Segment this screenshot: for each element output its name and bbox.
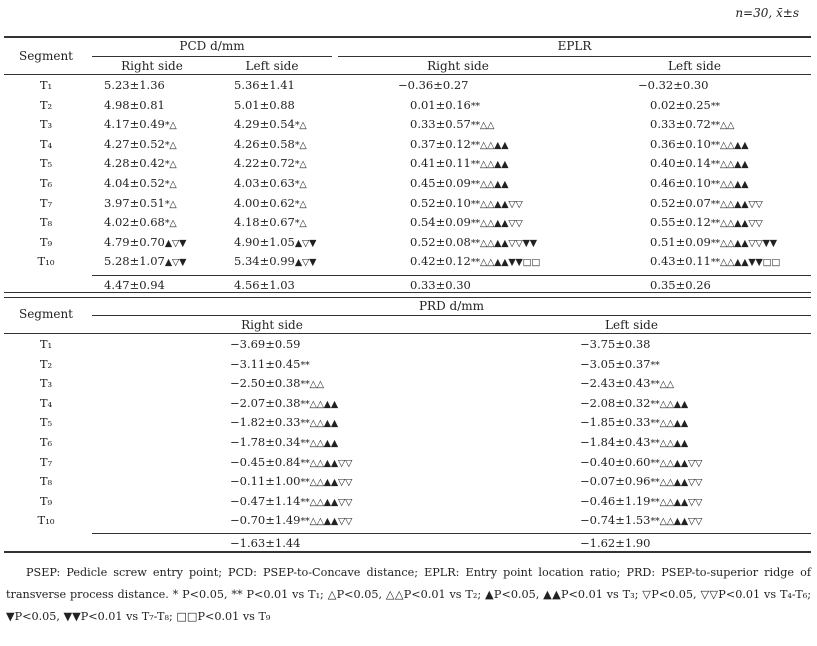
segment-label: T₅ bbox=[39, 415, 53, 430]
pcd-left-header: Left side bbox=[245, 59, 299, 73]
pcd-left-cell bbox=[234, 175, 307, 193]
eplr-right-cell-significance: **△△▲▲ bbox=[470, 159, 509, 171]
pcd-right-cell-value: 4.02±0.68 bbox=[104, 215, 165, 230]
segment-label: T₇ bbox=[39, 454, 53, 469]
table1-segment-header: Segment bbox=[18, 49, 74, 63]
prd-left-cell-value: −0.74±1.53 bbox=[580, 513, 651, 528]
prd-header-rule bbox=[92, 315, 811, 316]
eplr-left-cell-significance: **△△ bbox=[710, 120, 735, 132]
pcd-right-cell bbox=[104, 136, 177, 154]
eplr-right-cell bbox=[410, 116, 494, 134]
eplr-left-cell-value: 0.40±0.14 bbox=[650, 156, 711, 171]
eplr-right-cell-value: 0.52±0.08 bbox=[410, 234, 471, 249]
pcd-left-cell-value: 4.29±0.54 bbox=[234, 117, 295, 132]
prd-left-cell-significance: **△△ bbox=[650, 379, 674, 391]
pcd-right-cell-value: 4.27±0.52 bbox=[104, 136, 165, 151]
segment-label: T₆ bbox=[39, 435, 53, 449]
eplr-right-cell-significance: **△△ bbox=[470, 120, 495, 132]
prd-left-cell-value: −2.43±0.43 bbox=[580, 376, 651, 391]
eplr-right-cell-significance: **△△▲▲▽▽ bbox=[470, 198, 523, 210]
prd-left-cell-significance: **△△▲▲▽▽ bbox=[650, 477, 703, 489]
prd-right-cell bbox=[230, 336, 300, 354]
pcd-left-cell-significance: ▲▽▼ bbox=[294, 237, 317, 249]
eplr-right-header: Right side bbox=[427, 59, 489, 73]
eplr-right-cell-value: −0.36±0.27 bbox=[398, 78, 469, 92]
eplr-right-cell-significance: **△△▲▲ bbox=[470, 139, 509, 151]
prd-right-cell-value: −2.50±0.38 bbox=[230, 376, 301, 391]
pcd-right-cell-value: 4.28±0.42 bbox=[104, 156, 165, 171]
eplr-right-cell-value: 0.41±0.11 bbox=[410, 156, 471, 171]
eplr-right-cell bbox=[410, 97, 480, 115]
prd-right-cell bbox=[230, 512, 352, 530]
prd-left-cell-value: −0.46±1.19 bbox=[580, 493, 651, 508]
prd-left-cell bbox=[580, 414, 688, 432]
segment-label: T₁ bbox=[39, 78, 53, 92]
eplr-left-cell bbox=[650, 136, 748, 154]
prd-right-cell bbox=[230, 395, 338, 413]
pcd-left-cell-significance: ▲▽▼ bbox=[294, 257, 317, 269]
eplr-left-cell-value: 0.33±0.72 bbox=[650, 117, 711, 132]
pcd-right-cell bbox=[104, 195, 177, 213]
pcd-right-cell-significance: *△ bbox=[164, 179, 177, 190]
segment-label: T₃ bbox=[39, 117, 53, 132]
eplr-right-total: 0.33±0.30 bbox=[410, 278, 471, 292]
eplr-left-cell-significance: **△△▲▲▼▼□□ bbox=[710, 257, 781, 269]
segment-label: T₃ bbox=[39, 376, 53, 391]
table1-header-rule bbox=[4, 74, 811, 75]
prd-left-cell-significance: **△△▲▲▽▽ bbox=[650, 516, 703, 528]
segment-label: T₈ bbox=[39, 474, 53, 489]
pcd-right-cell-value: 4.04±0.52 bbox=[104, 176, 165, 190]
eplr-right-cell bbox=[410, 175, 508, 193]
prd-left-cell-value: −1.84±0.43 bbox=[580, 435, 651, 449]
prd-left-header: Left side bbox=[605, 318, 658, 332]
eplr-left-cell-significance: **△△▲▲ bbox=[710, 179, 749, 190]
prd-right-cell-value: −0.47±1.14 bbox=[230, 493, 301, 508]
prd-right-cell-significance: **△△▲▲ bbox=[300, 438, 339, 449]
eplr-right-cell-value: 0.33±0.57 bbox=[410, 117, 471, 132]
pcd-right-cell bbox=[104, 234, 186, 252]
pcd-left-cell-significance: *△ bbox=[294, 179, 307, 190]
stat-label: n=30, x̄±s bbox=[735, 6, 799, 20]
pcd-left-cell-value: 4.90±1.05 bbox=[234, 234, 295, 249]
prd-left-cell-value: −0.40±0.60 bbox=[580, 454, 651, 469]
eplr-left-cell-value: 0.46±0.10 bbox=[650, 176, 711, 190]
pcd-left-cell bbox=[234, 136, 307, 154]
eplr-right-cell bbox=[410, 195, 523, 213]
prd-right-cell-significance: **△△▲▲▽▽ bbox=[300, 477, 353, 489]
pcd-right-cell bbox=[104, 116, 177, 134]
prd-left-cell-value: −0.07±0.96 bbox=[580, 474, 651, 489]
pcd-right-total: 4.47±0.94 bbox=[104, 278, 165, 292]
pcd-left-cell-significance: *△ bbox=[294, 120, 307, 132]
pcd-left-cell bbox=[234, 116, 307, 134]
prd-left-cell bbox=[580, 512, 702, 530]
pcd-right-header: Right side bbox=[121, 59, 183, 73]
prd-header: PRD d/mm bbox=[418, 299, 485, 313]
pcd-left-cell bbox=[234, 97, 295, 115]
prd-left-cell bbox=[580, 454, 702, 472]
eplr-left-cell-value: 0.51±0.09 bbox=[650, 234, 711, 249]
prd-left-cell-significance: **△△▲▲▽▽ bbox=[650, 496, 703, 508]
prd-left-cell-value: −1.85±0.33 bbox=[580, 415, 651, 430]
segment-label: T₉ bbox=[39, 234, 53, 249]
pcd-left-cell-significance: *△ bbox=[294, 198, 307, 210]
prd-right-cell-significance: **△△▲▲▽▽ bbox=[300, 516, 353, 528]
prd-right-cell-value: −1.82±0.33 bbox=[230, 415, 301, 430]
eplr-right-cell-value: 0.45±0.09 bbox=[410, 176, 471, 190]
prd-left-cell bbox=[580, 356, 660, 374]
eplr-right-cell-significance: **△△▲▲▽▽ bbox=[470, 218, 523, 230]
eplr-left-cell bbox=[650, 155, 748, 173]
prd-left-cell bbox=[580, 473, 702, 491]
eplr-right-cell-significance: **△△▲▲▽▽▼▼ bbox=[470, 237, 537, 249]
prd-left-cell-significance: **△△▲▲ bbox=[650, 418, 689, 430]
pcd-right-cell-value: 3.97±0.51 bbox=[104, 195, 165, 210]
pcd-header: PCD d/mm bbox=[179, 39, 245, 53]
eplr-left-header: Left side bbox=[668, 59, 721, 73]
eplr-right-cell-significance: ** bbox=[470, 100, 480, 112]
table2-total-rule bbox=[92, 533, 811, 534]
pcd-right-cell bbox=[104, 175, 177, 193]
segment-label: T₆ bbox=[39, 176, 53, 190]
segment-label: T₁₀ bbox=[37, 254, 55, 269]
pcd-right-cell bbox=[104, 77, 165, 95]
eplr-left-cell bbox=[638, 77, 708, 95]
pcd-right-cell-significance: *△ bbox=[164, 120, 177, 132]
eplr-right-cell bbox=[410, 136, 508, 154]
prd-right-cell bbox=[230, 473, 352, 491]
prd-right-cell-value: −0.70±1.49 bbox=[230, 513, 301, 528]
eplr-left-cell bbox=[650, 175, 748, 193]
eplr-left-cell bbox=[650, 253, 780, 271]
eplr-left-cell-value: 0.02±0.25 bbox=[650, 97, 711, 112]
pcd-left-cell-significance: *△ bbox=[294, 139, 307, 151]
eplr-right-cell-significance: **△△▲▲ bbox=[470, 179, 509, 190]
pcd-left-cell-value: 4.26±0.58 bbox=[234, 136, 295, 151]
prd-right-cell-value: −2.07±0.38 bbox=[230, 395, 301, 410]
pcd-left-cell-significance: *△ bbox=[294, 218, 307, 230]
prd-right-cell-significance: **△△ bbox=[300, 379, 324, 391]
segment-label: T₂ bbox=[39, 97, 53, 112]
prd-right-cell-significance: ** bbox=[300, 359, 310, 371]
prd-left-cell bbox=[580, 336, 650, 354]
segment-label: T₁ bbox=[39, 337, 53, 351]
pcd-left-cell-value: 4.18±0.67 bbox=[234, 215, 295, 230]
eplr-left-cell-value: 0.43±0.11 bbox=[650, 254, 711, 269]
eplr-left-cell-significance: **△△▲▲▽▽ bbox=[710, 218, 763, 230]
prd-left-total: −1.62±1.90 bbox=[580, 536, 651, 550]
eplr-right-cell bbox=[410, 214, 523, 232]
table2-bottom-rule bbox=[4, 551, 811, 553]
prd-right-cell-value: −0.45±0.84 bbox=[230, 454, 301, 469]
pcd-right-cell-value: 5.23±1.36 bbox=[104, 78, 165, 92]
eplr-right-cell-value: 0.54±0.09 bbox=[410, 215, 471, 230]
eplr-left-cell-significance: **△△▲▲ bbox=[710, 159, 749, 171]
eplr-right-cell bbox=[410, 253, 540, 271]
prd-right-header: Right side bbox=[241, 318, 303, 332]
segment-label: T₁₀ bbox=[37, 513, 55, 528]
pcd-left-cell-value: 5.01±0.88 bbox=[234, 97, 295, 112]
segment-label: T₄ bbox=[39, 136, 53, 151]
table2-segment-header: Segment bbox=[18, 307, 74, 321]
eplr-left-cell-value: 0.36±0.10 bbox=[650, 136, 711, 151]
segment-label: T₇ bbox=[39, 195, 53, 210]
eplr-header: EPLR bbox=[557, 39, 592, 53]
pcd-right-cell-value: 5.28±1.07 bbox=[104, 254, 165, 269]
segment-label: T₂ bbox=[39, 356, 53, 371]
pcd-right-cell-value: 4.98±0.81 bbox=[104, 97, 165, 112]
pcd-left-cell bbox=[234, 195, 307, 213]
pcd-right-cell bbox=[104, 97, 165, 115]
eplr-left-cell bbox=[650, 214, 763, 232]
prd-left-cell-significance: **△△▲▲ bbox=[650, 398, 689, 410]
table1-total-rule bbox=[92, 275, 811, 276]
pcd-right-cell-significance: *△ bbox=[164, 198, 177, 210]
eplr-right-cell-value: 0.42±0.12 bbox=[410, 254, 471, 269]
pcd-left-cell-value: 4.00±0.62 bbox=[234, 195, 295, 210]
pcd-header-rule bbox=[92, 56, 332, 57]
prd-right-cell-significance: **△△▲▲ bbox=[300, 398, 339, 410]
segment-label: T₈ bbox=[39, 215, 53, 230]
pcd-right-cell bbox=[104, 214, 177, 232]
segment-label: T₄ bbox=[39, 395, 53, 410]
pcd-left-cell bbox=[234, 155, 307, 173]
prd-right-cell-significance: **△△▲▲▽▽ bbox=[300, 457, 353, 469]
eplr-left-cell bbox=[650, 234, 777, 252]
footnote: PSEP: Pedicle screw entry point; PCD: PSEP-to-Concave distance; EPLR: Entry point location ratio; PRD: PSEP-to-superior ridge of transverse process distance. * P<0.05, ** P<0.01 vs T₁; △P<0.05, △△P<0.01 vs T₂; ▲P<0.05, ▲▲P<0.01 vs T₃; ▽P<0.05, ▽▽P<0.01 vs T₄-T₆; ▼P<0.05, ▼▼P<0.01 vs T₇-T₈; □□P<0.01 vs T₉ bbox=[6, 566, 811, 623]
prd-right-cell bbox=[230, 454, 352, 472]
prd-right-cell bbox=[230, 493, 352, 511]
prd-right-total: −1.63±1.44 bbox=[230, 536, 301, 550]
eplr-left-cell-significance: **△△▲▲ bbox=[710, 139, 749, 151]
prd-left-cell bbox=[580, 493, 702, 511]
pcd-right-cell-value: 4.17±0.49 bbox=[104, 117, 165, 132]
prd-right-cell-significance: **△△▲▲▽▽ bbox=[300, 496, 353, 508]
eplr-right-cell-value: 0.01±0.16 bbox=[410, 97, 471, 112]
pcd-left-cell-value: 5.36±1.41 bbox=[234, 78, 295, 92]
pcd-left-cell bbox=[234, 253, 316, 271]
pcd-right-cell-value: 4.79±0.70 bbox=[104, 234, 165, 249]
prd-left-cell bbox=[580, 395, 688, 413]
eplr-left-cell-significance: **△△▲▲▽▽▼▼ bbox=[710, 237, 777, 249]
eplr-left-cell bbox=[650, 195, 763, 213]
pcd-left-cell-value: 4.03±0.63 bbox=[234, 176, 295, 190]
eplr-right-cell-value: 0.37±0.12 bbox=[410, 136, 471, 151]
eplr-left-cell-value: −0.32±0.30 bbox=[638, 78, 709, 92]
eplr-left-cell bbox=[650, 97, 720, 115]
prd-left-cell-significance: **△△▲▲▽▽ bbox=[650, 457, 703, 469]
eplr-right-cell-value: 0.52±0.10 bbox=[410, 195, 471, 210]
pcd-right-cell-significance: ▲▽▼ bbox=[164, 237, 187, 249]
pcd-right-cell-significance: *△ bbox=[164, 159, 177, 171]
prd-left-cell-significance: **△△▲▲ bbox=[650, 438, 689, 449]
eplr-right-cell bbox=[410, 234, 537, 252]
prd-left-cell bbox=[580, 434, 688, 452]
eplr-right-cell bbox=[398, 77, 468, 95]
table2-header-rule bbox=[4, 333, 811, 334]
prd-left-cell-significance: ** bbox=[650, 359, 660, 371]
prd-left-cell-value: −3.05±0.37 bbox=[580, 356, 651, 371]
eplr-left-cell-value: 0.52±0.07 bbox=[650, 195, 711, 210]
prd-right-cell-significance: **△△▲▲ bbox=[300, 418, 339, 430]
pcd-left-cell bbox=[234, 214, 307, 232]
prd-right-cell-value: −3.69±0.59 bbox=[230, 337, 301, 351]
prd-right-cell bbox=[230, 434, 338, 452]
prd-left-cell-value: −2.08±0.32 bbox=[580, 395, 651, 410]
eplr-left-cell-value: 0.55±0.12 bbox=[650, 215, 711, 230]
pcd-left-cell-value: 4.22±0.72 bbox=[234, 156, 295, 171]
eplr-header-rule bbox=[338, 56, 811, 57]
prd-right-cell-value: −0.11±1.00 bbox=[230, 474, 301, 489]
prd-right-cell-value: −1.78±0.34 bbox=[230, 435, 301, 449]
pcd-right-cell bbox=[104, 253, 186, 271]
eplr-left-total: 0.35±0.26 bbox=[650, 278, 711, 292]
segment-label: T₉ bbox=[39, 493, 53, 508]
eplr-left-cell bbox=[650, 116, 734, 134]
prd-right-cell-value: −3.11±0.45 bbox=[230, 356, 301, 371]
prd-right-cell bbox=[230, 375, 324, 393]
pcd-right-cell-significance: *△ bbox=[164, 218, 177, 230]
pcd-right-cell-significance: ▲▽▼ bbox=[164, 257, 187, 269]
eplr-left-cell-significance: **△△▲▲▽▽ bbox=[710, 198, 763, 210]
pcd-left-cell bbox=[234, 234, 316, 252]
prd-right-cell bbox=[230, 356, 310, 374]
segment-label: T₅ bbox=[39, 156, 53, 171]
eplr-right-cell bbox=[410, 155, 508, 173]
pcd-right-cell bbox=[104, 155, 177, 173]
prd-right-cell bbox=[230, 414, 338, 432]
eplr-right-cell-significance: **△△▲▲▼▼□□ bbox=[470, 257, 541, 269]
pcd-left-cell-significance: *△ bbox=[294, 159, 307, 171]
pcd-left-cell-value: 5.34±0.99 bbox=[234, 254, 295, 269]
prd-left-cell-value: −3.75±0.38 bbox=[580, 337, 651, 351]
eplr-left-cell-significance: ** bbox=[710, 100, 720, 112]
pcd-right-cell-significance: *△ bbox=[164, 139, 177, 151]
pcd-left-cell bbox=[234, 77, 295, 95]
prd-left-cell bbox=[580, 375, 674, 393]
pcd-left-total: 4.56±1.03 bbox=[234, 278, 295, 292]
